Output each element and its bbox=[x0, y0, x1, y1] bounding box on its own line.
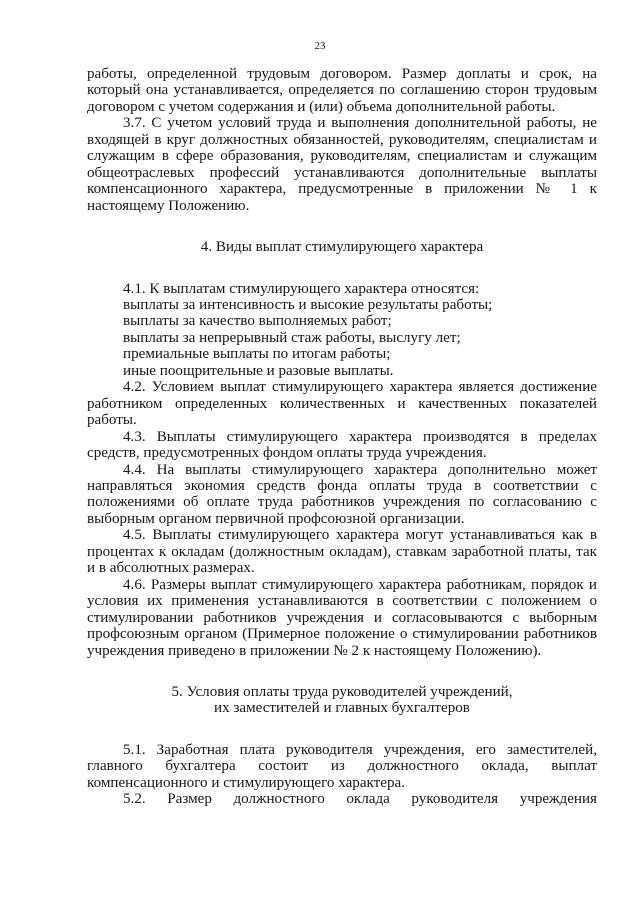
paragraph-4-5: 4.5. Выплаты стимулирующего характера могут устанавливаться как в процентах к окладам (должностным окладам), ставкам заработной платы, так и в абсолютных размерах. bbox=[87, 527, 597, 577]
list-item: выплаты за непрерывный стаж работы, выслугу лет; bbox=[123, 329, 461, 346]
paragraph-4-6: 4.6. Размеры выплат стимулирующего характера работникам, порядок и условия их применения устанавливаются в соответствии с положением о стимулировании работников учреждения и согласовываются с выборным профсоюзным органом (Примерное положение о стимулировании работников учреждения приведено в приложении № 2 к настоящему Положению). bbox=[87, 576, 597, 659]
paragraph-3-7: 3.7. С учетом условий труда и выполнения дополнительной работы, не входящей в круг должностных обязанностей, руководителям, специалистам и служащим в сфере образования, руководителям, специалистам и служащим общеотраслевых профессий устанавливаются дополнительные выплаты компенсационного характера, предусмотренные в приложении № 1 к настоящему Положению. bbox=[87, 115, 597, 214]
paragraph-carryover: работы, определенной трудовым договором. Размер доплаты и срок, на который она устанавливается, определяется по соглашению сторон трудовым договором с учетом содержания и (или) объема дополнительной работы. bbox=[87, 66, 597, 115]
section-heading-5-line-1: 5. Условия оплаты труда руководителей учреждений, bbox=[171, 683, 513, 700]
list-item: выплаты за качество выполняемых работ; bbox=[123, 313, 392, 330]
document-body bbox=[87, 66, 597, 808]
section-heading-4: 4. Виды выплат стимулирующего характера bbox=[200, 239, 484, 256]
list-item: выплаты за интенсивность и высокие результаты работы; bbox=[123, 296, 493, 313]
paragraph-4-3: 4.3. Выплаты стимулирующего характера производятся в пределах средств, предусмотренных фондом оплаты труда учреждения. bbox=[87, 428, 597, 462]
paragraph-5-2: 5.2. Размер должностного оклада руководителя учреждения bbox=[123, 791, 597, 808]
paragraph-5-1: 5.1. Заработная плата руководителя учреждения, его заместителей, главного бухгалтера состоит из должностного оклада, выплат компенсационного и стимулирующего характера. bbox=[87, 741, 597, 791]
list-item: премиальные выплаты по итогам работы; bbox=[123, 346, 391, 363]
stimulating-payments-list bbox=[87, 281, 597, 380]
list-item: 4.1. К выплатам стимулирующего характера относятся: bbox=[123, 280, 480, 297]
section-heading-5-line-2: их заместителей и главных бухгалтеров bbox=[214, 700, 470, 717]
list-item: иные поощрительные и разовые выплаты. bbox=[123, 362, 394, 379]
paragraph-4-2: 4.2. Условием выплат стимулирующего характера является достижение работником определенных количественных и качественных показателей работы. bbox=[87, 379, 597, 429]
page-number: 23 bbox=[314, 40, 326, 52]
paragraph-4-4: 4.4. На выплаты стимулирующего характера дополнительно может направляться экономия средств фонда оплаты труда в соответствии с положениями об оплате труда работников учреждения по согласованию с выборным органом первичной профсоюзной организации. bbox=[87, 461, 597, 527]
